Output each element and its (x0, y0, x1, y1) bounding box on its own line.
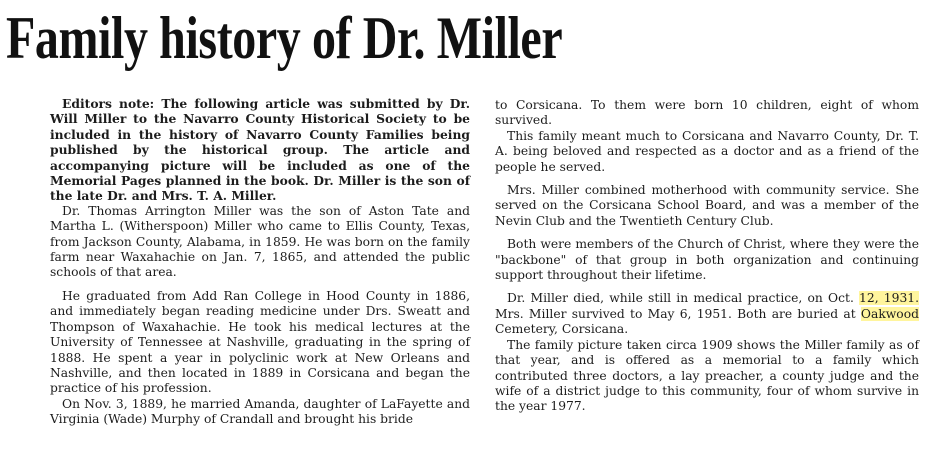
closing-paragraph: The family picture taken circa 1909 shows the Miller family as of that year, and is offered as a memorial to a family which contributed three doctors, a lay preacher, a county judge and the wife of a district judge to this community, four of whom survive in the year 1977. (495, 337, 919, 414)
article-paragraph: Mrs. Miller combined motherhood with community service. She served on the Corsicana School Board, and was a member of the Nevin Club and the Twentieth Century Club. (495, 183, 919, 228)
death-text-1: Dr. Miller died, while still in medical practice, on Oct. (507, 291, 860, 306)
article-paragraph: This family meant much to Corsicana and Navarro County, Dr. T. A. being beloved and respected as a doctor and as a friend of the people he served. (495, 128, 919, 174)
death-text-3: Cemetery, Corsicana. (495, 322, 629, 337)
article-paragraph: to Corsicana. To them were born 10 children, eight of whom survived. (495, 98, 919, 128)
death-text-2: Mrs. Miller survived to May 6, 1951. Both are buried at (495, 306, 861, 321)
article-paragraph: Both were members of the Church of Christ, where they were the "backbone" of that group in both organization and continuing support throughout their lifetime. (495, 237, 919, 283)
highlighted-date: 12, 1931. (859, 291, 919, 306)
article-headline: Family history of Dr. Miller (6, 5, 563, 71)
article-column-left (50, 96, 470, 428)
highlighted-cemetery: Oakwood (860, 306, 919, 321)
article-paragraph: On Nov. 3, 1889, he married Amanda, daughter of LaFayette and Virginia (Wade) Murphy of Crandall and brought his bride (50, 396, 470, 427)
death-paragraph (495, 291, 919, 337)
article-paragraph: Dr. Thomas Arrington Miller was the son of Aston Tate and Martha L. (Witherspoon) Miller who came to Ellis County, Texas, from Jackson County, Alabama, in 1859. He was born on the family farm near Waxahachie on Jan. 7, 1865, and attended the public schools of that area. (50, 203, 470, 280)
editors-note: Editors note: The following article was submitted by Dr. Will Miller to the Navarro County Historical Society to be included in the history of Navarro County Families being published by the historical group. The article and accompanying picture will be included as one of the Memorial Pages planned in the book. Dr. Miller is the son of the late Dr. and Mrs. T. A. Miller. (50, 96, 470, 204)
article-paragraph: He graduated from Add Ran College in Hood County in 1886, and immediately began reading medicine under Drs. Sweatt and Thompson of Waxahachie. He took his medical lectures at the University of Tennessee at Nashville, graduating in the spring of 1888. He spent a year in polyclinic work at New Orleans and Nashville, and then located in 1889 in Corsicana and began the practice of his profession. (50, 288, 470, 396)
article-column-right (495, 98, 919, 415)
